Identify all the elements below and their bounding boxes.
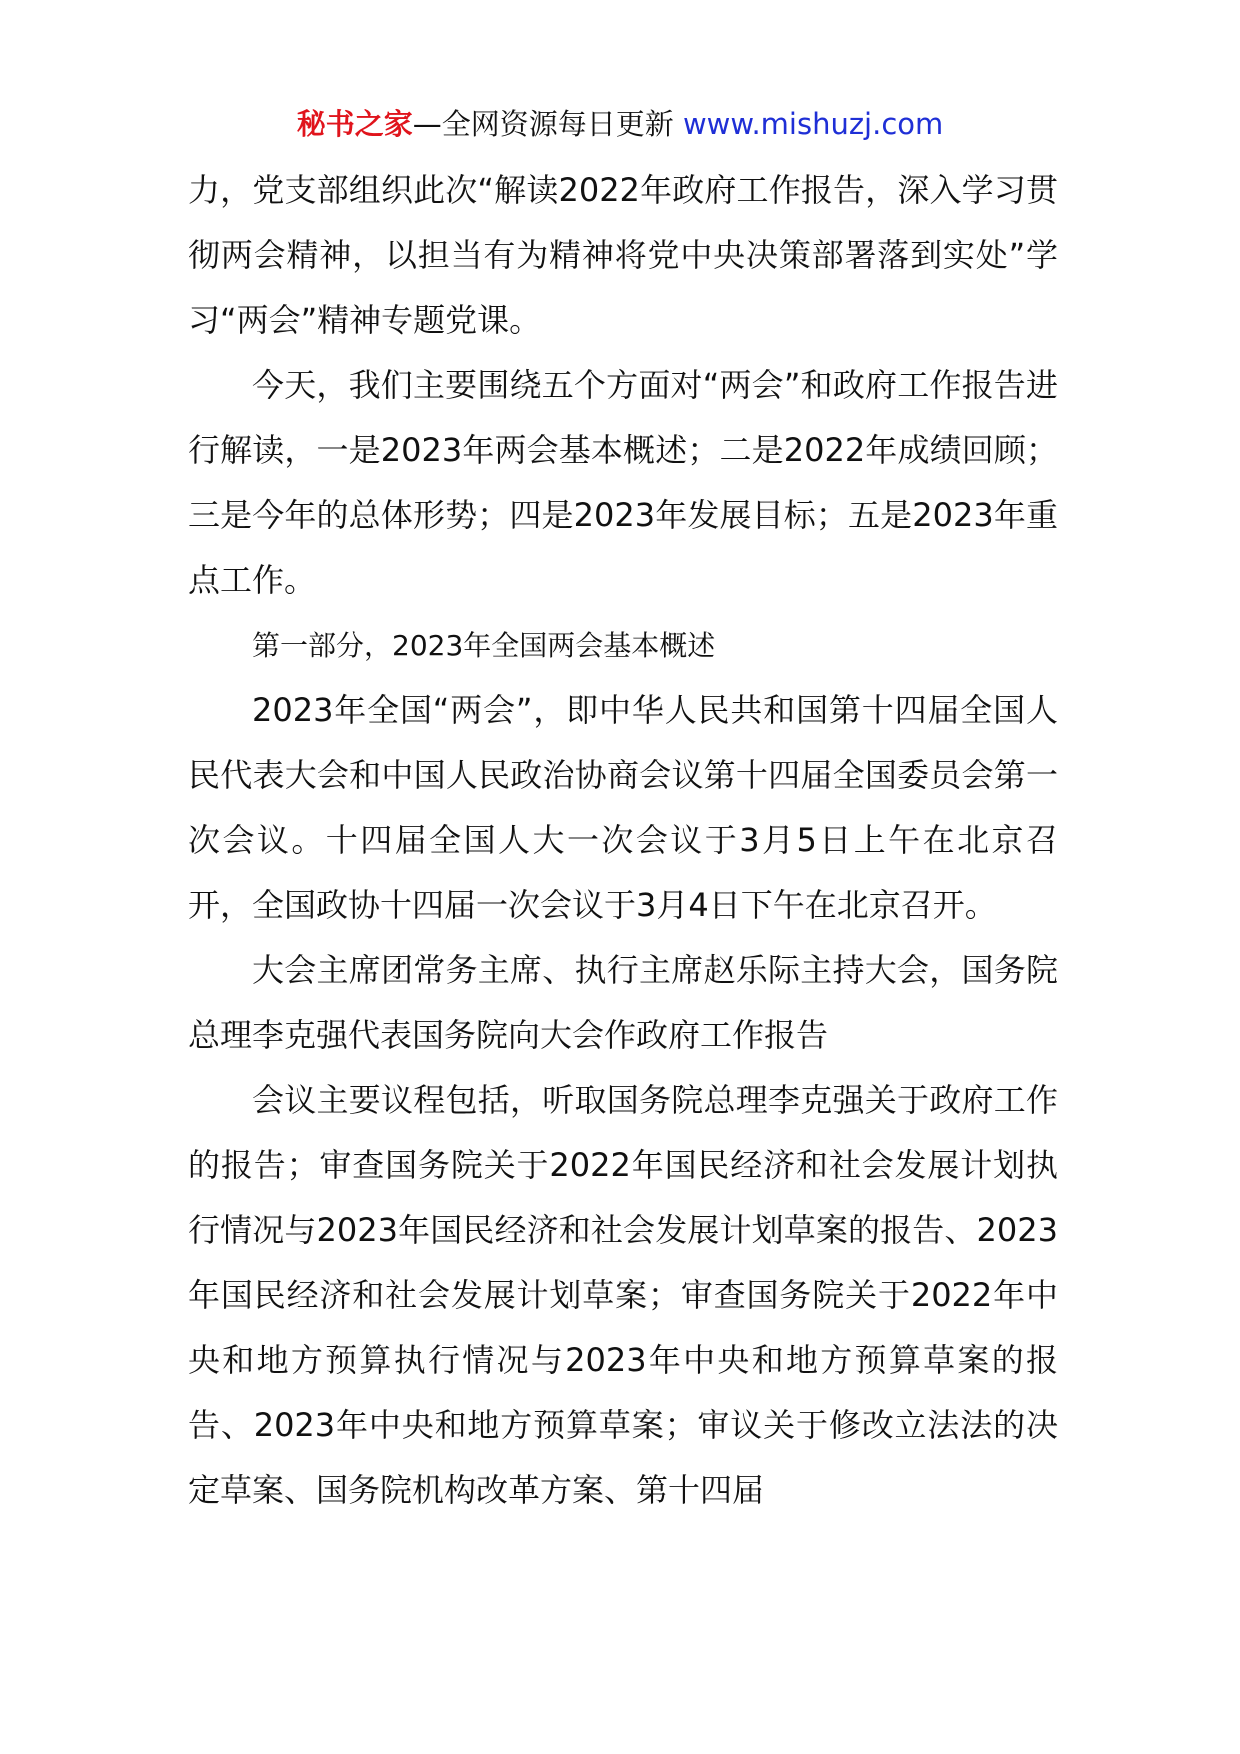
site-url-link[interactable]: www.mishuzj.com <box>682 107 944 141</box>
site-tagline: —全网资源每日更新 <box>412 107 674 141</box>
page-header <box>0 102 1240 146</box>
paragraph-overview: 今天，我们主要围绕五个方面对“两会”和政府工作报告进行解读，一是2023年两会基本概述；二是2022年成绩回顾；三是今年的总体形势；四是2023年发展目标；五是2023年重点工作。 <box>188 366 1058 599</box>
document-body <box>188 158 1058 1523</box>
paragraph-two-sessions: 2023年全国“两会”，即中华人民共和国第十四届全国人民代表大会和中国人民政治协商会议第十四届全国委员会第一次会议。十四届全国人大一次会议于3月5日上午在北京召开，全国政协十四届一次会议于3月4日下午在北京召开。 <box>188 691 1058 924</box>
paragraph-agenda: 会议主要议程包括，听取国务院总理李克强关于政府工作的报告；审查国务院关于2022年国民经济和社会发展计划执行情况与2023年国民经济和社会发展计划草案的报告、2023年国民经济和社会发展计划草案；审查国务院关于2022年中央和地方预算执行情况与2023年中央和地方预算草案的报告、2023年中央和地方预算草案；审议关于修改立法法的决定草案、国务院机构改革方案、第十四届 <box>188 1081 1058 1509</box>
section-heading: 第一部分，2023年全国两会基本概述 <box>252 629 716 662</box>
paragraph-presidium: 大会主席团常务主席、执行主席赵乐际主持大会，国务院总理李克强代表国务院向大会作政府工作报告 <box>188 951 1058 1054</box>
paragraph-continuation: 力，党支部组织此次“解读2022年政府工作报告，深入学习贯彻两会精神，以担当有为精神将党中央决策部署落到实处”学习“两会”精神专题党课。 <box>188 171 1058 339</box>
site-brand: 秘书之家 <box>296 107 413 141</box>
